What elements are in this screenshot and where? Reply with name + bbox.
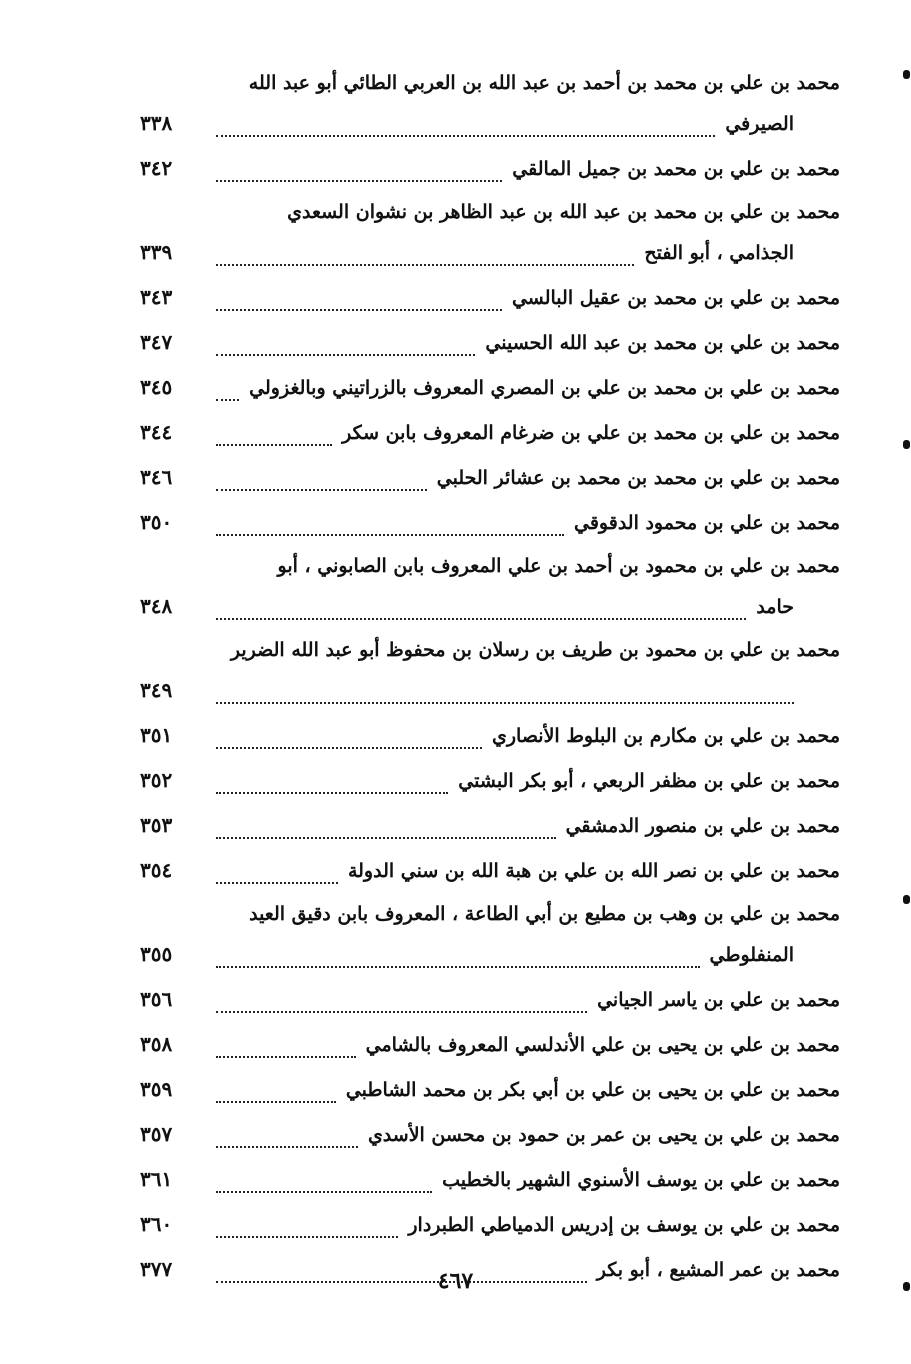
entry-line bbox=[140, 768, 840, 807]
entry-line bbox=[140, 420, 840, 459]
entry-line bbox=[140, 330, 840, 369]
index-entry bbox=[140, 72, 840, 150]
entry-page-number: ٣٤٧ bbox=[140, 330, 173, 354]
page-number: ٤٦٧ bbox=[437, 1268, 474, 1294]
entry-continuation-line bbox=[140, 240, 840, 279]
index-entry bbox=[140, 375, 840, 414]
index-entry bbox=[140, 330, 840, 369]
dot-leader bbox=[216, 354, 475, 356]
dot-leader bbox=[216, 882, 338, 884]
index-entry bbox=[140, 285, 840, 324]
entry-page-number: ٣٦١ bbox=[140, 1167, 173, 1191]
entry-name-text: محمد بن علي بن محمد بن علي بن ضرغام المعروف بابن سكر bbox=[342, 422, 840, 444]
dot-leader bbox=[216, 837, 556, 839]
entry-page-number: ٣٥٣ bbox=[140, 813, 173, 837]
entry-page-number: ٣٤٥ bbox=[140, 375, 173, 399]
index-entry bbox=[140, 510, 840, 549]
dot-leader bbox=[216, 489, 427, 491]
entry-line bbox=[140, 555, 840, 594]
entry-page-number: ٣٥٤ bbox=[140, 858, 173, 882]
entry-page-number: ٣٥٧ bbox=[140, 1122, 173, 1146]
index-entry bbox=[140, 858, 840, 897]
entry-name-text: حامد bbox=[756, 596, 794, 618]
entry-name-text: محمد بن علي بن محمد بن جميل المالقي bbox=[512, 158, 840, 180]
entry-page-number: ٣٣٨ bbox=[140, 111, 173, 135]
dot-leader bbox=[216, 1191, 432, 1193]
entry-page-number: ٣٤٢ bbox=[140, 156, 173, 180]
entry-name-text: محمد بن علي بن مظفر الربعي ، أبو بكر البشتي bbox=[458, 770, 840, 792]
margin-mark bbox=[903, 70, 910, 79]
dot-leader bbox=[216, 1101, 336, 1103]
entry-page-number: ٣٥٥ bbox=[140, 942, 173, 966]
dot-leader bbox=[216, 309, 502, 311]
entry-line bbox=[140, 813, 840, 852]
entry-line bbox=[140, 639, 840, 678]
index-entry bbox=[140, 723, 840, 762]
entry-page-number: ٣٥٩ bbox=[140, 1077, 173, 1101]
entry-continuation-line bbox=[140, 678, 840, 717]
entry-name-text: محمد بن علي بن يوسف الأسنوي الشهير بالخطيب bbox=[442, 1169, 840, 1191]
entry-name-text: محمد بن علي بن محمد بن محمد بن عشائر الحلبي bbox=[436, 467, 840, 489]
entry-continuation-line bbox=[140, 594, 840, 633]
entry-page-number: ٣٥١ bbox=[140, 723, 173, 747]
entry-page-number: ٣٥٠ bbox=[140, 510, 173, 534]
dot-leader bbox=[216, 534, 564, 536]
entry-line bbox=[140, 72, 840, 111]
dot-leader bbox=[216, 966, 700, 968]
index-entry bbox=[140, 813, 840, 852]
entry-line bbox=[140, 1077, 840, 1116]
entry-page-number: ٣٤٨ bbox=[140, 594, 173, 618]
index-entry bbox=[140, 1077, 840, 1116]
dot-leader bbox=[216, 792, 448, 794]
dot-leader bbox=[216, 444, 332, 446]
index-entry bbox=[140, 201, 840, 279]
entry-line bbox=[140, 375, 840, 414]
entry-name-text: محمد بن علي بن يحيى بن علي الأندلسي المعروف بالشامي bbox=[365, 1034, 840, 1056]
entry-name-text: محمد بن علي بن محمود بن طريف بن رسلان بن محفوظ أبو عبد الله الضرير bbox=[230, 639, 840, 661]
index-entry bbox=[140, 1212, 840, 1251]
dot-leader bbox=[216, 264, 634, 266]
entry-name-text: محمد بن علي بن يحيى بن عمر بن حمود بن محسن الأسدي bbox=[367, 1124, 840, 1146]
index-entry bbox=[140, 156, 840, 195]
dot-leader bbox=[216, 1011, 587, 1013]
entry-page-number: ٣٥٨ bbox=[140, 1032, 173, 1056]
entry-line bbox=[140, 465, 840, 504]
index-entry bbox=[140, 639, 840, 717]
entry-line bbox=[140, 1212, 840, 1251]
index-entry bbox=[140, 1167, 840, 1206]
entry-line bbox=[140, 510, 840, 549]
entry-page-number: ٣٥٢ bbox=[140, 768, 173, 792]
index-entry bbox=[140, 465, 840, 504]
entry-name-text: محمد بن علي بن محمد بن عقيل البالسي bbox=[511, 287, 840, 309]
entry-line bbox=[140, 723, 840, 762]
index-entry bbox=[140, 1032, 840, 1071]
dot-leader bbox=[216, 399, 239, 401]
entry-name-text: محمد بن علي بن محمد بن عبد الله بن عبد الظاهر بن نشوان السعدي bbox=[287, 201, 840, 223]
entry-page-number: ٣٧٧ bbox=[140, 1257, 173, 1281]
entry-line bbox=[140, 201, 840, 240]
entry-name-text: محمد بن علي بن منصور الدمشقي bbox=[565, 815, 840, 837]
entry-continuation-line bbox=[140, 111, 840, 150]
entry-line bbox=[140, 285, 840, 324]
entry-name-text: الصيرفي bbox=[725, 113, 794, 135]
entry-name-text: محمد بن علي بن محمود الدقوقي bbox=[574, 512, 840, 534]
index-entry bbox=[140, 1122, 840, 1161]
entry-page-number: ٣٥٦ bbox=[140, 987, 173, 1011]
index-entry bbox=[140, 420, 840, 459]
entry-name-text: محمد بن علي بن محمد بن عبد الله الحسيني bbox=[485, 332, 840, 354]
entry-name-text: محمد بن علي بن مكارم بن البلوط الأنصاري bbox=[491, 725, 840, 747]
margin-mark bbox=[903, 895, 910, 904]
margin-mark bbox=[903, 440, 910, 449]
entry-line bbox=[140, 1032, 840, 1071]
dot-leader bbox=[216, 1236, 398, 1238]
dot-leader bbox=[216, 135, 715, 137]
index-entries-list bbox=[140, 72, 840, 1302]
entry-line bbox=[140, 987, 840, 1026]
entry-page-number: ٣٣٩ bbox=[140, 240, 173, 264]
entry-line bbox=[140, 1122, 840, 1161]
entry-name-text: المنفلوطي bbox=[709, 944, 794, 966]
dot-leader bbox=[216, 702, 794, 704]
entry-page-number: ٣٤٩ bbox=[140, 678, 173, 702]
dot-leader bbox=[216, 1056, 356, 1058]
entry-name-text: محمد بن عمر المشيع ، أبو بكر bbox=[596, 1259, 840, 1281]
entry-name-text: محمد بن علي بن نصر الله بن علي بن هبة الله بن سني الدولة bbox=[347, 860, 840, 882]
entry-name-text: محمد بن علي بن وهب بن مطيع بن أبي الطاعة ، المعروف بابن دقيق العيد bbox=[249, 903, 840, 925]
entry-name-text: محمد بن علي بن محمد بن علي بن المصري المعروف بالزراتيني وبالغزولي bbox=[249, 377, 840, 399]
entry-line bbox=[140, 156, 840, 195]
entry-continuation-line bbox=[140, 942, 840, 981]
entry-name-text: محمد بن علي بن يحيى بن علي بن أبي بكر بن محمد الشاطبي bbox=[345, 1079, 840, 1101]
index-entry bbox=[140, 555, 840, 633]
dot-leader bbox=[216, 747, 482, 749]
entry-name-text: محمد بن علي بن محمد بن أحمد بن عبد الله بن العربي الطائي أبو عبد الله bbox=[248, 72, 840, 94]
entry-line bbox=[140, 858, 840, 897]
entry-name-text: محمد بن علي بن ياسر الجياني bbox=[597, 989, 840, 1011]
entry-line bbox=[140, 1167, 840, 1206]
index-entry bbox=[140, 768, 840, 807]
entry-name-text: الجذامي ، أبو الفتح bbox=[644, 242, 794, 264]
entry-line bbox=[140, 903, 840, 942]
index-entry bbox=[140, 903, 840, 981]
entry-name-text: محمد بن علي بن يوسف بن إدريس الدمياطي الطبردار bbox=[408, 1214, 840, 1236]
dot-leader bbox=[216, 618, 746, 620]
dot-leader bbox=[216, 1146, 358, 1148]
entry-name-text: محمد بن علي بن محمود بن أحمد بن علي المعروف بابن الصابوني ، أبو bbox=[277, 555, 840, 577]
entry-page-number: ٣٦٠ bbox=[140, 1212, 173, 1236]
entry-page-number: ٣٤٤ bbox=[140, 420, 173, 444]
dot-leader bbox=[216, 180, 502, 182]
index-entry bbox=[140, 987, 840, 1026]
entry-page-number: ٣٤٦ bbox=[140, 465, 173, 489]
entry-page-number: ٣٤٣ bbox=[140, 285, 173, 309]
margin-mark bbox=[903, 1282, 910, 1291]
